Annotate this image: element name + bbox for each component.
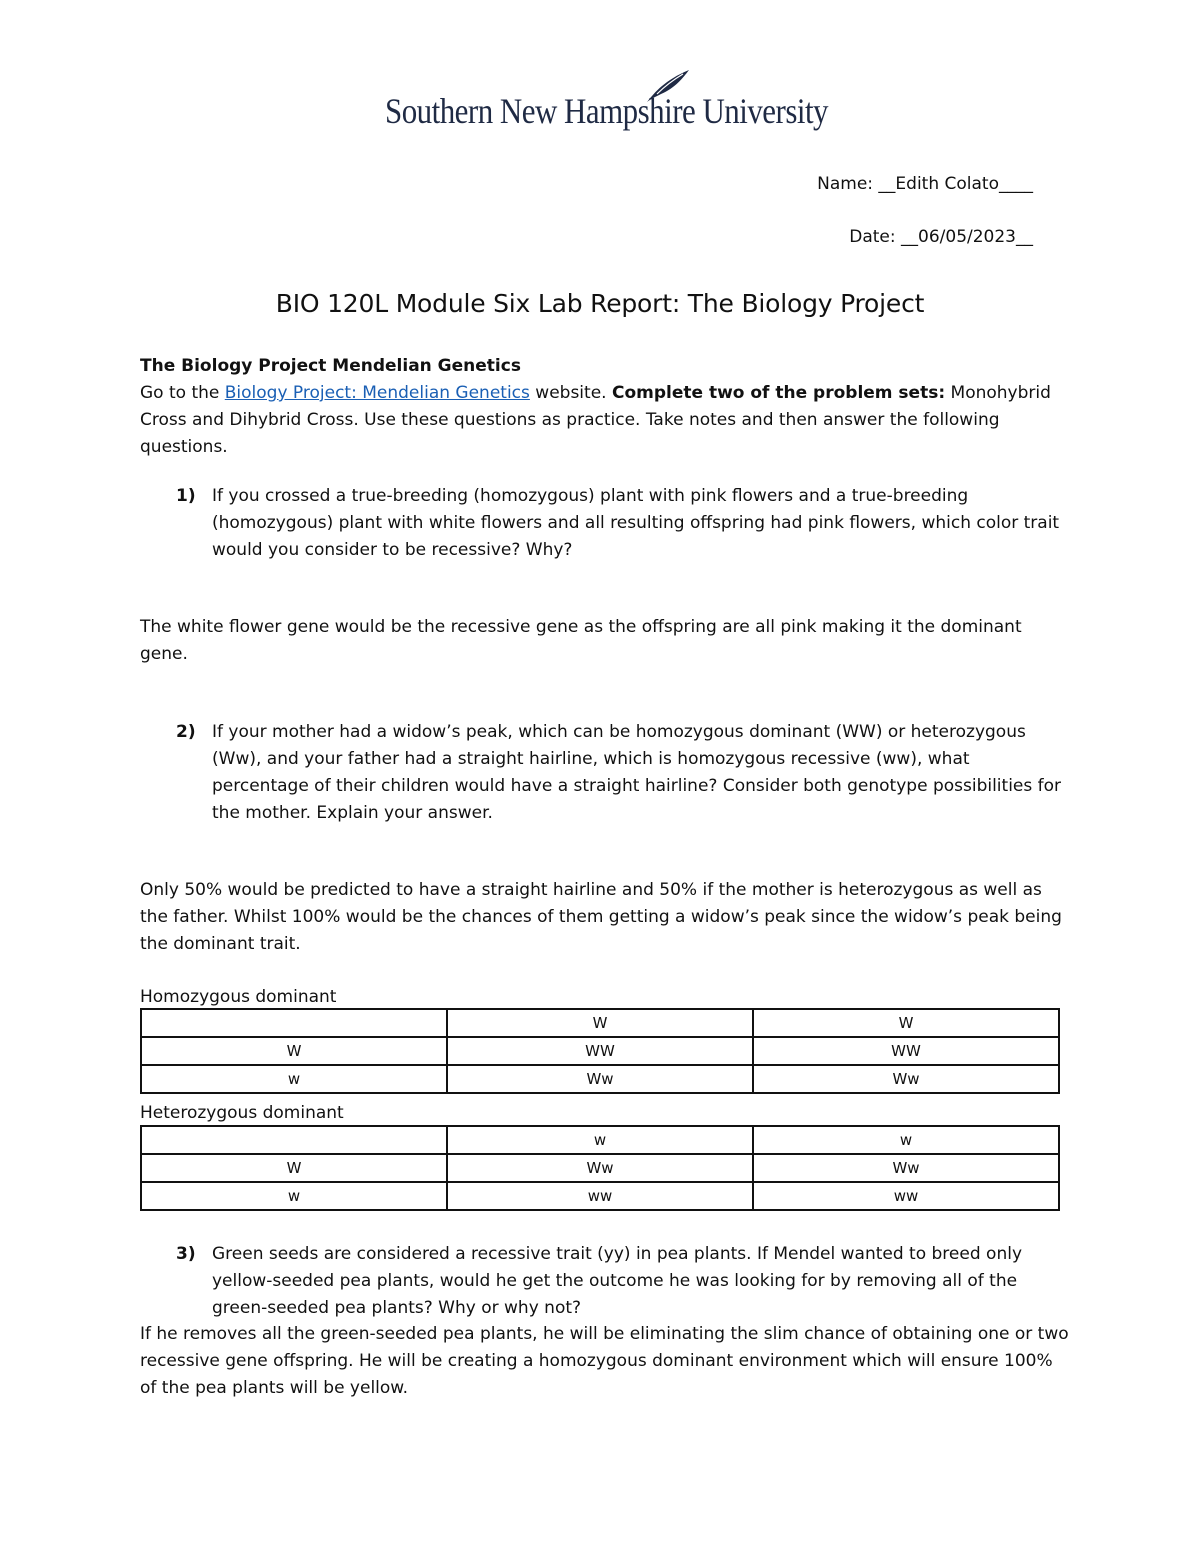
question-1	[140, 483, 1070, 564]
table-cell: w	[141, 1182, 447, 1210]
table-cell: Ww	[447, 1154, 753, 1182]
document-title: BIO 120L Module Six Lab Report: The Biology Project	[275, 289, 925, 318]
intro-paragraph	[140, 380, 1070, 461]
intro-bold-text: Complete two of the problem sets:	[611, 383, 946, 403]
answer-2: Only 50% would be predicted to have a straight hairline and 50% if the mother is heterozygous as well as the father. Whilst 100% would be the chances of them getting a widow’s peak since the widow’s peak being the dominant trait.	[140, 880, 1062, 954]
table-cell: WW	[753, 1037, 1059, 1065]
table-cell: w	[753, 1126, 1059, 1154]
question-text: If your mother had a widow’s peak, which can be homozygous dominant (WW) or heterozygous (Ww), and your father had a straight hairline, which is homozygous recessive (ww), what percentage of their children would have a straight hairline? Consider both genotype possibilities for the mother. Explain your answer.	[212, 722, 1062, 823]
table-caption: Heterozygous dominant	[140, 1103, 344, 1123]
intro-text-end: Monohybrid Cross and Dihybrid Cross. Use these questions as practice. Take notes and then answer the following questions.	[140, 383, 1051, 457]
table-cell: ww	[753, 1182, 1059, 1210]
table-cell: W	[141, 1037, 447, 1065]
table-cell: ww	[447, 1182, 753, 1210]
table-cell: Ww	[447, 1065, 753, 1093]
question-number: 3)	[176, 1244, 196, 1264]
university-logo	[385, 68, 828, 138]
answer-1: The white flower gene would be the recessive gene as the offspring are all pink making it the dominant gene.	[140, 617, 1022, 664]
table-cell: WW	[447, 1037, 753, 1065]
table-row	[141, 1154, 1059, 1182]
table-cell: W	[753, 1009, 1059, 1037]
table-cell	[141, 1009, 447, 1037]
table-row	[141, 1126, 1059, 1154]
question-2	[140, 719, 1070, 827]
logo-text: Southern New Hampshire University	[385, 91, 828, 131]
biology-project-link[interactable]: Biology Project: Mendelian Genetics	[224, 383, 530, 403]
name-label: Name:	[817, 174, 874, 194]
date-value: __06/05/2023__	[901, 227, 1033, 247]
table-row	[141, 1009, 1059, 1037]
intro-section	[140, 353, 1070, 461]
question-3	[140, 1241, 1070, 1322]
table-row	[141, 1065, 1059, 1093]
question-number: 1)	[176, 486, 196, 506]
table-cell	[141, 1126, 447, 1154]
table-cell: Ww	[753, 1154, 1059, 1182]
table-cell: W	[447, 1009, 753, 1037]
punnett-square-heterozygous	[140, 1125, 1060, 1211]
table-caption: Homozygous dominant	[140, 987, 337, 1007]
name-value: __Edith Colato____	[878, 174, 1033, 194]
punnett-square-homozygous	[140, 1008, 1060, 1094]
name-line	[817, 174, 1033, 194]
table-cell: Ww	[753, 1065, 1059, 1093]
table-row	[141, 1182, 1059, 1210]
question-text: If you crossed a true-breeding (homozygous) plant with pink flowers and a true-breeding (homozygous) plant with white flowers and all resulting offspring had pink flowers, which color trait would you consider to be recessive? Why?	[212, 486, 1060, 560]
table-cell: w	[447, 1126, 753, 1154]
table-row	[141, 1037, 1059, 1065]
date-line	[849, 227, 1033, 247]
answer-3: If he removes all the green-seeded pea plants, he will be eliminating the slim chance of obtaining one or two recessive gene offspring. He will be creating a homozygous dominant environment which will ensure 100% of the pea plants will be yellow.	[140, 1324, 1069, 1398]
question-number: 2)	[176, 722, 196, 742]
section-heading: The Biology Project Mendelian Genetics	[140, 356, 521, 376]
intro-text-after-link: website.	[529, 383, 612, 403]
date-label: Date:	[849, 227, 896, 247]
question-text: Green seeds are considered a recessive trait (yy) in pea plants. If Mendel wanted to breed only yellow-seeded pea plants, would he get the outcome he was looking for by removing all of the green-seeded pea plants? Why or why not?	[212, 1244, 1022, 1318]
intro-text-start: Go to the	[140, 383, 225, 403]
table-cell: w	[141, 1065, 447, 1093]
table-cell: W	[141, 1154, 447, 1182]
